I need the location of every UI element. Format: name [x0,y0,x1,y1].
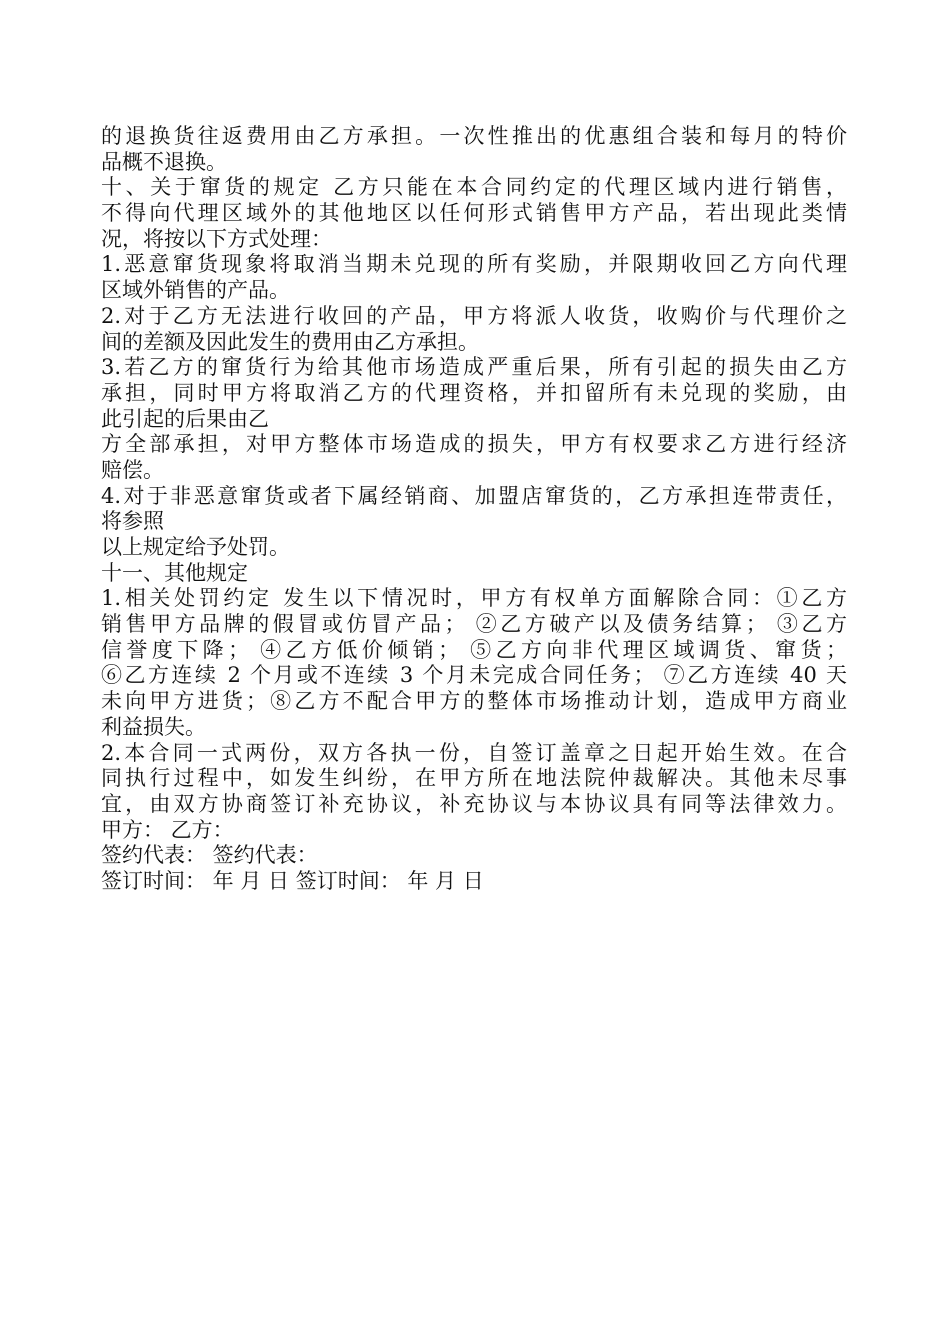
text-line: 3.若乙方的窜货行为给其他市场造成严重后果，所有引起的损失由乙方 [101,355,847,380]
text-line: 方全部承担，对甲方整体市场造成的损失，甲方有权要求乙方进行经济 [101,432,847,457]
text-line: 1.相关处罚约定 发生以下情况时，甲方有权单方面解除合同：①乙方 [101,586,847,611]
text-line: 信誉度下降； ④乙方低价倾销； ⑤乙方向非代理区域调货、窜货； [101,637,847,662]
text-line: 2.本合同一式两份，双方各执一份，自签订盖章之日起开始生效。在合 [101,740,847,765]
text-line: 将参照 [101,509,164,534]
text-line: ⑥乙方连续 2 个月或不连续 3 个月未完成合同任务； ⑦乙方连续 40 天 [101,663,847,688]
text-line: 十、关于窜货的规定 乙方只能在本合同约定的代理区域内进行销售， [101,175,847,200]
text-line: 4.对于非恶意窜货或者下属经销商、加盟店窜货的，乙方承担连带责任， [101,483,847,508]
text-line: 以上规定给予处罚。 [101,535,290,559]
text-line: 1.恶意窜货现象将取消当期未兑现的所有奖励，并限期收回乙方向代理 [101,252,847,277]
text-line: 2.对于乙方无法进行收回的产品，甲方将派人收货，收购价与代理价之 [101,303,847,328]
text-line: 签订时间： 年 月 日 签订时间： 年 月 日 [101,868,484,893]
text-line: 品概不退换。 [101,149,227,174]
text-line: 况，将按以下方式处理： [101,226,332,251]
text-line: 甲方： 乙方： [101,817,234,842]
text-line: 未向甲方进货；⑧乙方不配合甲方的整体市场推动计划，造成甲方商业 [101,689,847,714]
text-line: 间的差额及因此发生的费用由乙方承担。 [101,329,479,354]
text-line: 此引起的后果由乙 [101,406,269,431]
text-line: 赔偿。 [101,457,164,482]
text-line: 同执行过程中，如发生纠纷，在甲方所在地法院仲裁解决。其他未尽事 [101,766,847,791]
text-line: 宜，由双方协商签订补充协议，补充协议与本协议具有同等法律效力。 [101,791,847,816]
text-line: 区域外销售的产品。 [101,278,290,303]
text-line: 的退换货往返费用由乙方承担。一次性推出的优惠组合装和每月的特价 [101,124,847,148]
text-line: 销售甲方品牌的假冒或仿冒产品； ②乙方破产以及债务结算； ③乙方 [101,612,847,637]
text-line: 签约代表： 签约代表： [101,843,318,868]
contract-text-body [101,124,871,895]
text-line: 不得向代理区域外的其他地区以任何形式销售甲方产品，若出现此类情 [101,201,847,226]
text-line: 承担，同时甲方将取消乙方的代理资格，并扣留所有未兑现的奖励，由 [101,380,847,405]
text-line: 利益损失。 [101,714,206,739]
text-line: 十一、其他规定 [101,560,248,585]
